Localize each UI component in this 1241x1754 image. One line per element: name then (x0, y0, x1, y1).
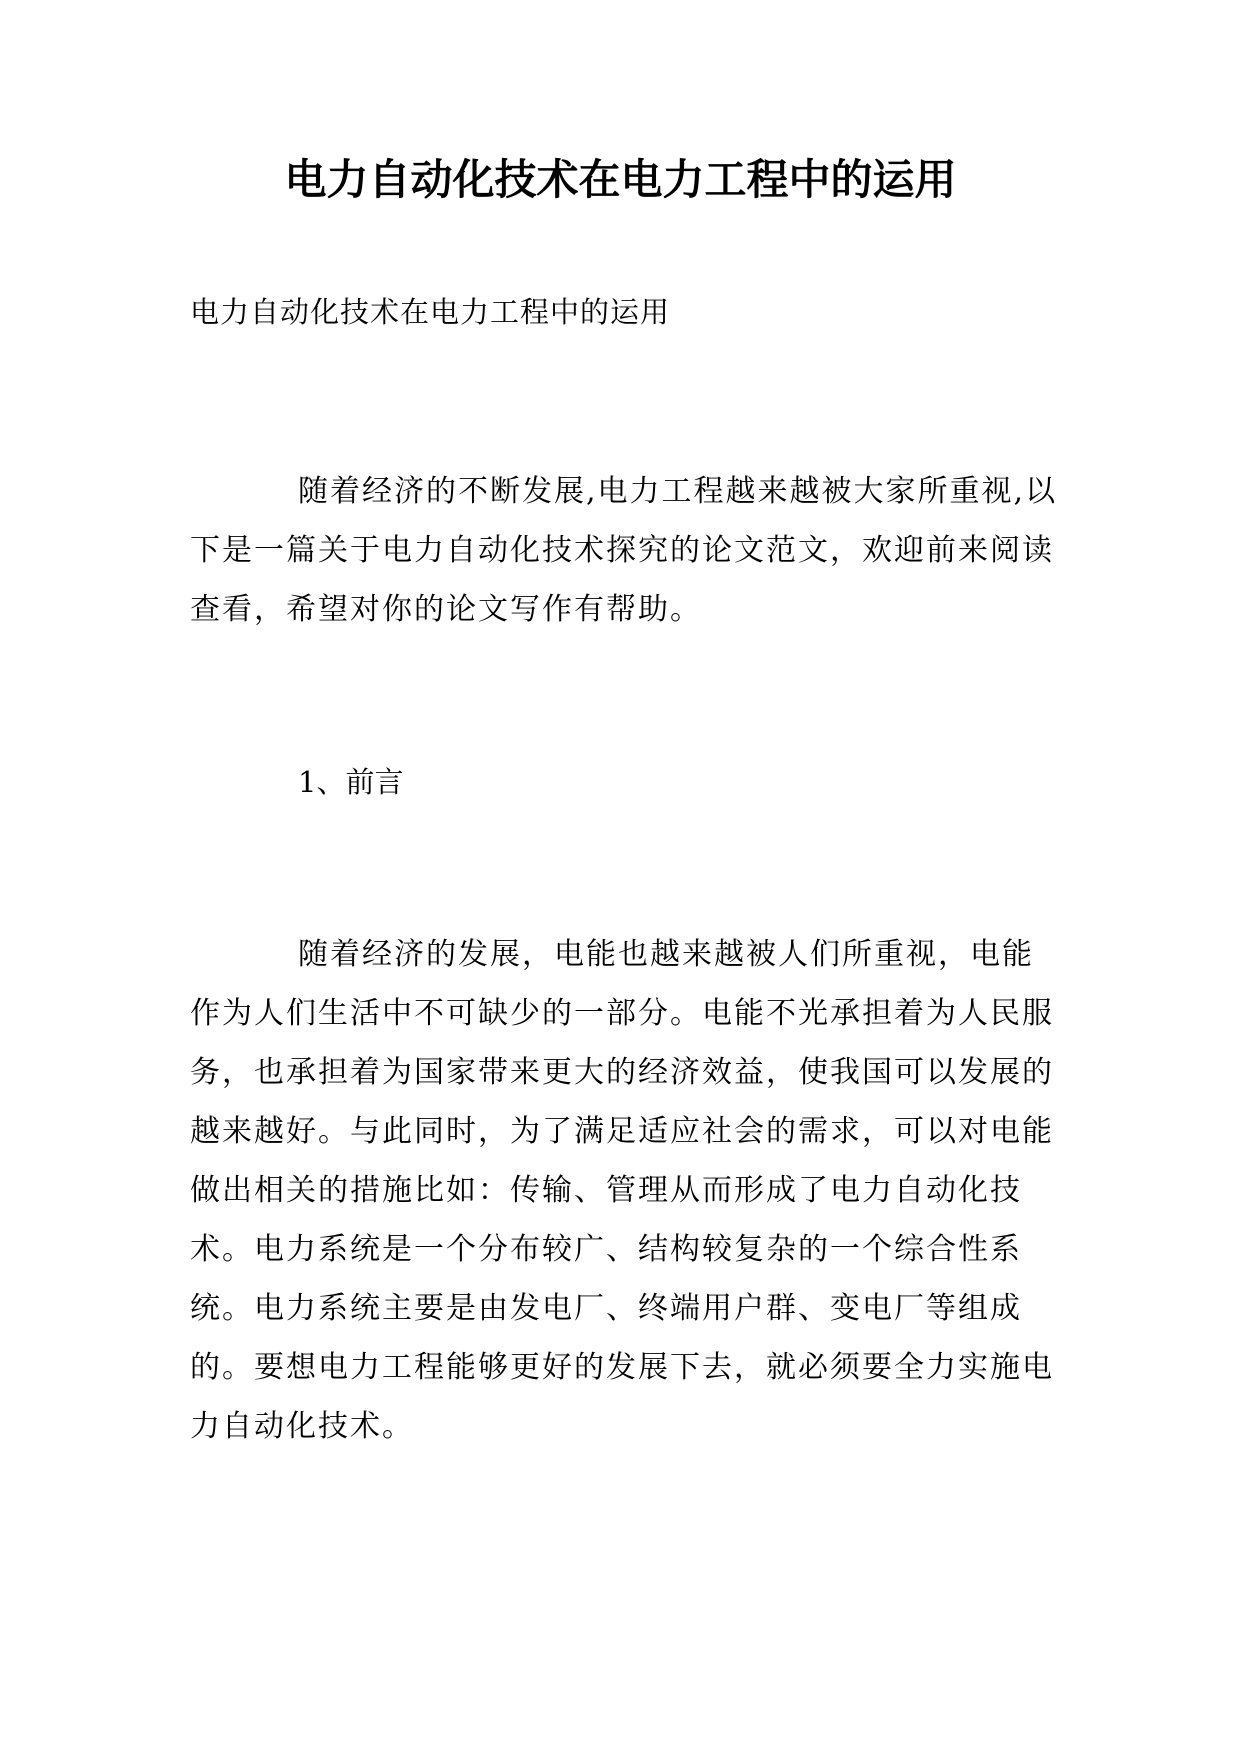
section-heading: 1、前言 (298, 765, 404, 799)
section-paragraph: 随着经济的发展，电能也越来越被人们所重视，电能作为人们生活中不可缺少的一部分。电能不光承担着为人民服务，也承担着为国家带来更大的经济效益，使我国可以发展的越来越好。与此同时，为了满足适应社会的需求，可以对电能做出相关的措施比如：传输、管理从而形成了电力自动化技术。电力系统是一个分布较广、结构较复杂的一个综合性系统。电力系统主要是由发电厂、终端用户群、变电厂等组成的。要想电力工程能够更好的发展下去，就必须要全力实施电力自动化技术。 (190, 937, 1054, 1444)
document-title: 电力自动化技术在电力工程中的运用 (284, 155, 957, 204)
document-subtitle: 电力自动化技术在电力工程中的运用 (190, 295, 671, 329)
intro-paragraph: 随着经济的不断发展,电力工程越来越被大家所重视,以下是一篇关于电力自动化技术探究的论文范文，欢迎前来阅读查看，希望对你的论文写作有帮助。 (190, 474, 1058, 627)
